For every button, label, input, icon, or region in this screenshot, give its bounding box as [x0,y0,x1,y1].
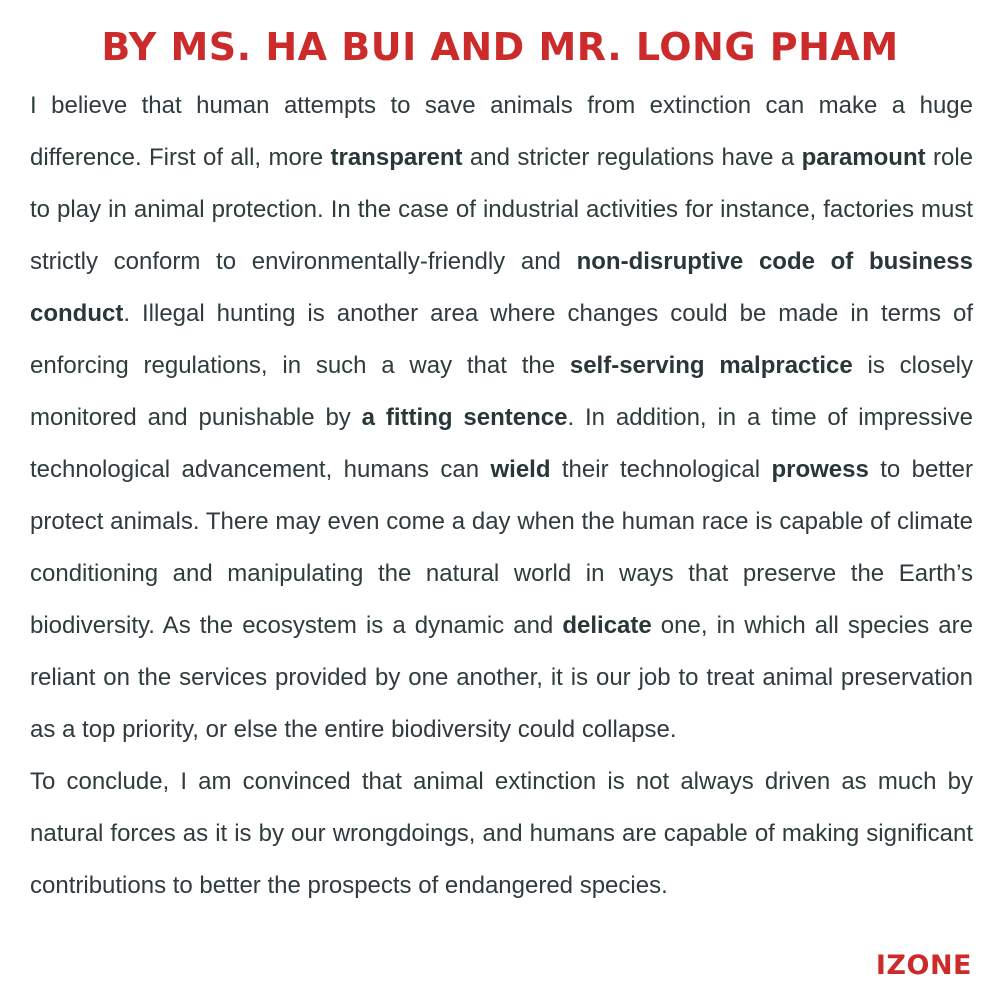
highlighted-term: wield [490,456,551,483]
highlighted-term: paramount [801,144,926,171]
text-run: their technological [550,456,772,483]
text-run: is closely monitored and punishable by [30,352,973,431]
text-run: . Illegal hunting is another area where changes could be made in terms of enforcing regulations, in such a way that the [30,300,973,379]
highlighted-term: prowess [771,456,869,483]
highlighted-term: transparent [330,144,463,171]
highlighted-term: delicate [562,612,652,639]
text-run: and stricter regulations have a [462,144,802,171]
highlighted-term: non-disruptive code of business conduct [30,248,974,327]
text-run: one, in which all species are reliant on the services provided by one another, it is our job to treat animal preservation as a top priority, or else the entire biodiversity could collapse. [30,612,973,743]
highlighted-term: a fitting sentence [361,404,568,431]
text-run: to better protect animals. There may even come a day when the human race is capable of climate conditioning and manipulating the natural world in ways that preserve the Earth’s biodiversity. As the ecosystem is a dynamic and [30,456,973,639]
conclusion-paragraph: To conclude, I am convinced that animal extinction is not always driven as much by natural forces as it is by our wrongdoings, and humans are capable of making significant contributions to better the prospects of endangered species. [30,768,973,899]
text-run: role to play in animal protection. In the case of industrial activities for instance, factories must strictly conform to environmentally-friendly and [30,144,973,275]
text-run: . In addition, in a time of impressive technological advancement, humans can [30,404,973,483]
page-title: BY MS. HA BUI AND MR. LONG PHAM [101,25,899,69]
highlighted-term: self-serving malpractice [569,352,853,379]
text-run: I believe that human attempts to save animals from extinction can make a huge difference. First of all, more [30,92,973,171]
brand-logo: IZONE [875,950,972,981]
body-paragraph-1 [30,80,973,756]
essay-body [30,80,973,912]
